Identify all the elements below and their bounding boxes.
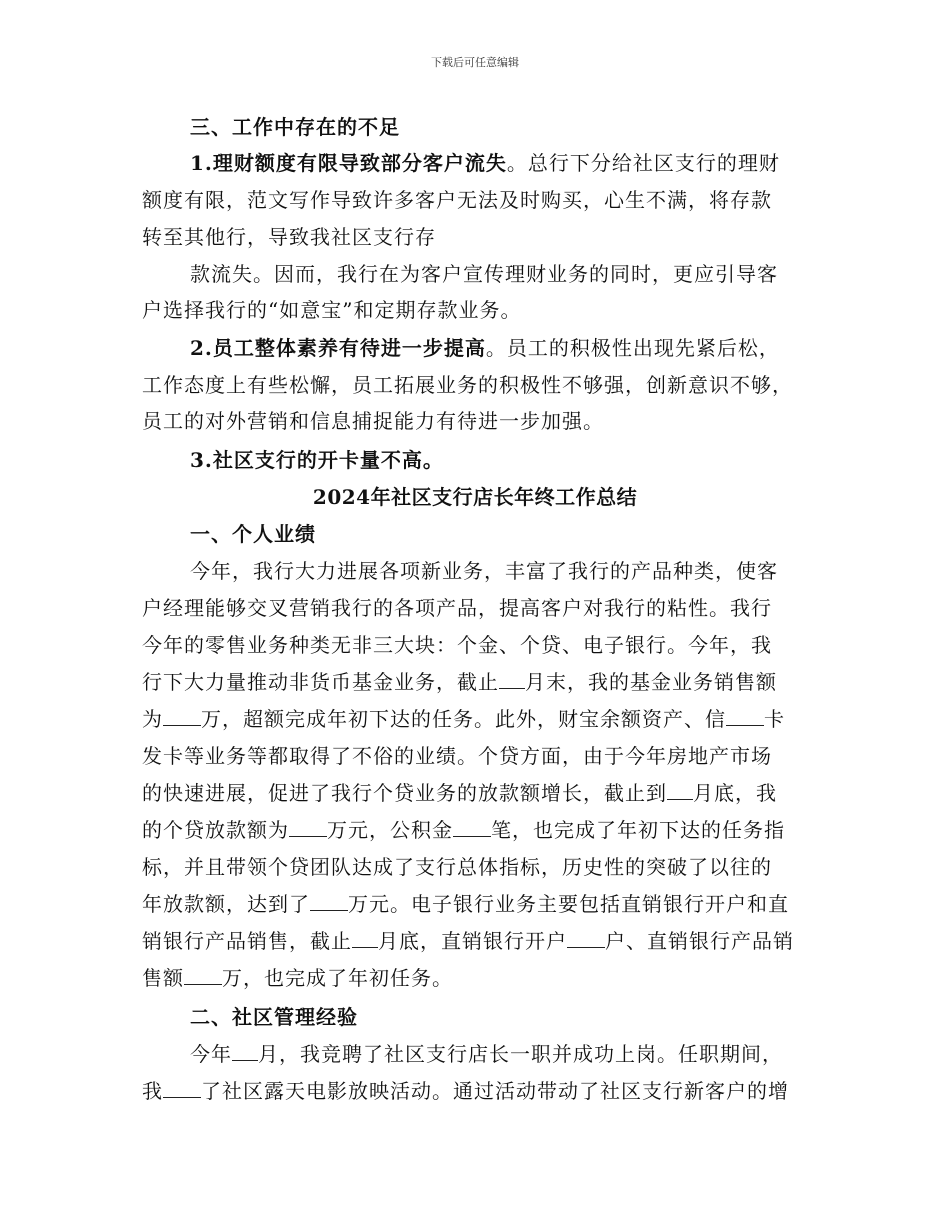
s1-line-2: 户经理能够交叉营销我行的各项产品，提高客户对我行的粘性。我行 (142, 596, 772, 620)
text: 我 (142, 1079, 163, 1103)
blank (232, 1042, 258, 1061)
blank (352, 929, 378, 948)
text: 销银行产品销售，截止 (142, 929, 352, 953)
blank (163, 707, 201, 726)
document-title: 2024年社区支行店长年终工作总结 (312, 485, 638, 509)
s3-p2-line-1 (190, 336, 880, 360)
s1-line-1: 今年，我行大力进展各项新业务，丰富了我行的产品种类，使客 (190, 559, 778, 583)
s1-line-9: 标，并且带领个贷团队达成了支行总体指标，历史性的突破了以往的 (142, 855, 772, 879)
s3-p1-line-4: 款流失。因而，我行在为客户宣传理财业务的同时，更应引导客 (190, 262, 778, 286)
text: 为 (142, 707, 163, 731)
text: 月底，直销银行开户 (378, 929, 567, 953)
s2-line-2 (142, 1079, 832, 1103)
s3-p1-line-1 (190, 151, 880, 175)
text: 月底，我 (693, 781, 777, 805)
s1-line-8 (142, 818, 832, 842)
s3-p3: 3.社区支行的开卡量不高。 (190, 448, 444, 472)
blank (726, 707, 764, 726)
s1-line-5 (142, 707, 832, 731)
s1-line-12 (142, 966, 832, 990)
text: 万元。电子银行业务主要包括直销银行开户和直 (348, 892, 789, 916)
s3-p1-line-2: 额度有限，范文写作导致许多客户无法及时购买，心生不满，将存款 (142, 188, 772, 212)
blank (667, 781, 693, 800)
text: 的个贷放款额为 (142, 818, 289, 842)
text: 万，超额完成年初下达的任务。此外，财宝余额资产、信 (201, 707, 726, 731)
s1-line-7 (142, 781, 832, 805)
s1-line-4 (142, 670, 832, 694)
blank (567, 929, 605, 948)
blank (499, 670, 525, 689)
text: 售额 (142, 966, 184, 990)
text: 户、直销银行产品销 (605, 929, 794, 953)
text: 万元，公积金 (327, 818, 453, 842)
text: 万，也完成了年初任务。 (222, 966, 453, 990)
blank (184, 966, 222, 985)
blank (163, 1079, 201, 1098)
s3-p2-bold: 2.员工整体素养有待进一步提高 (190, 336, 486, 360)
page-header: 下载后可任意编辑 (431, 56, 519, 69)
section-1-heading: 一、个人业绩 (190, 522, 316, 546)
text: 的快速进展，促进了我行个贷业务的放款额增长，截止到 (142, 781, 667, 805)
text: 月末，我的基金业务销售额 (525, 670, 777, 694)
text: 。总行下分给社区支行的理财 (506, 151, 780, 175)
s2-line-1 (190, 1042, 880, 1066)
section-3-heading: 三、工作中存在的不足 (190, 115, 400, 139)
s3-p2-line-2: 工作态度上有些松懈，员工拓展业务的积极性不够强，创新意识不够， (142, 373, 793, 397)
blank (453, 818, 491, 837)
s1-line-11 (142, 929, 832, 953)
section-2-heading: 二、社区管理经验 (190, 1005, 358, 1029)
s1-line-10 (142, 892, 832, 916)
text: 行下大力量推动非货币基金业务，截止 (142, 670, 499, 694)
s3-p1-line-5: 户选择我行的“如意宝”和定期存款业务。 (142, 298, 522, 322)
s3-p2-line-3: 员工的对外营销和信息捕捉能力有待进一步加强。 (142, 409, 604, 433)
text: 卡 (764, 707, 785, 731)
text: 了社区露天电影放映活动。通过活动带动了社区支行新客户的增 (201, 1079, 789, 1103)
s3-p1-bold: 1.理财额度有限导致部分客户流失 (190, 151, 507, 175)
text: 年放款额，达到了 (142, 892, 310, 916)
blank (310, 892, 348, 911)
text: 。员工的积极性出现先紧后松， (485, 336, 780, 360)
text: 今年 (190, 1042, 232, 1066)
text: 笔，也完成了年初下达的任务指 (491, 818, 785, 842)
s1-line-6: 发卡等业务等都取得了不俗的业绩。个贷方面，由于今年房地产市场 (142, 744, 772, 768)
s1-line-3: 今年的零售业务种类无非三大块：个金、个贷、电子银行。今年，我 (142, 633, 772, 657)
text: 月，我竞聘了社区支行店长一职并成功上岗。任职期间， (258, 1042, 783, 1066)
s3-p1-line-3: 转至其他行，导致我社区支行存 (142, 225, 436, 249)
blank (289, 818, 327, 837)
